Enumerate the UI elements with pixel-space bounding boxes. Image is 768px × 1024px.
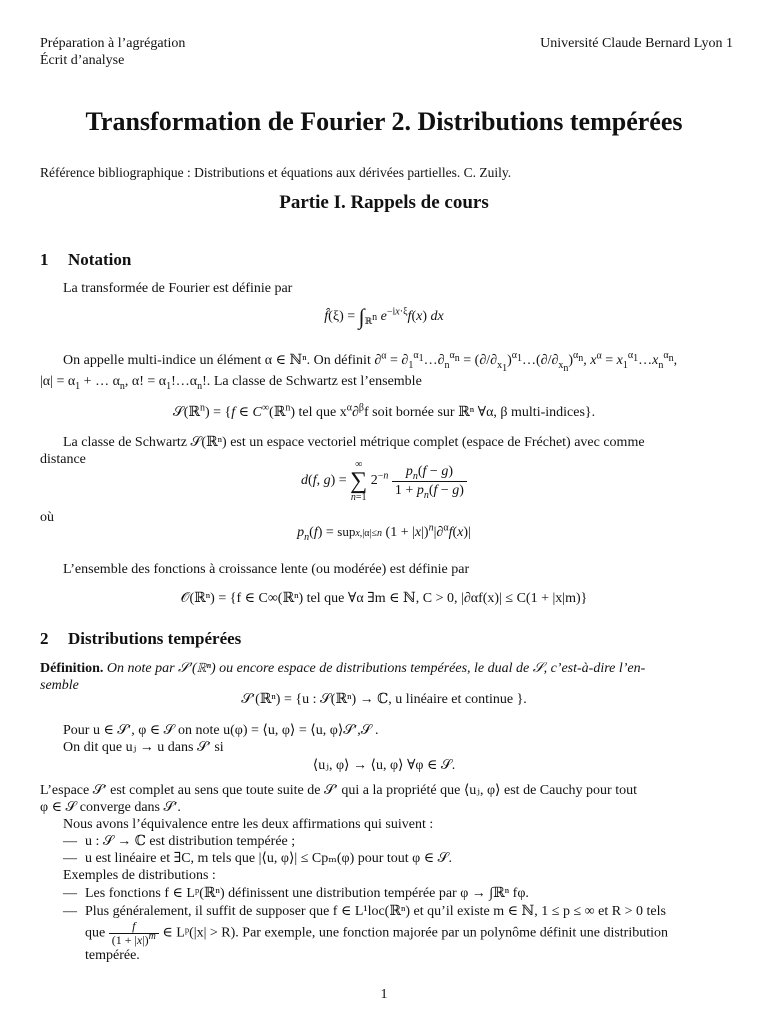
- example-item-1-text: Les fonctions f ∈ Lᵖ(ℝⁿ) définissent une distribution tempérée par φ → ∫ℝⁿ fφ.: [85, 886, 529, 901]
- list-item-2: — u est linéaire et ∃C, m tels que |⟨u, φ⟩| ≤ Cpₘ(φ) pour tout φ ∈ 𝒮.: [63, 851, 452, 866]
- ou-text: où: [40, 510, 54, 525]
- multi-index-text: On appelle multi-indice un élément α ∈ ℕⁿ. On définit $\partial^\alpha = \partial_1^{\alpha_1}\dots\partial_n^{\alpha_n}$ = $(\partial/\partial_{x_1})^{\alpha_1}\dots(\partial/\partial_{x_n})^{\alpha_n}$, $x^\alpha$ = $x_1^{\alpha_1}\dots x_n^{\alpha_n}$,: [63, 350, 678, 374]
- header-left: [40, 35, 185, 69]
- convergence-formula: ⟨uⱼ, φ⟩ → ⟨u, φ⟩ ∀φ ∈ 𝒮.: [312, 758, 456, 773]
- convergence-text: On dit que uⱼ → u dans 𝒮′ si: [63, 740, 224, 755]
- slow-growth-formula: 𝒪(ℝⁿ) = {f ∈ C∞(ℝⁿ) tel que ∀α ∃m ∈ ℕ, C > 0, |∂αf(x)| ≤ C(1 + |x|m)}: [180, 591, 588, 606]
- section-number: 1: [40, 250, 49, 269]
- fourier-intro: La transformée de Fourier est définie par: [63, 281, 293, 296]
- completeness-text: L’espace 𝒮′ est complet au sens que toute suite de 𝒮′ qui a la propriété que ⟨uⱼ, φ⟩ est de Cauchy pour tout: [40, 783, 637, 798]
- example-item-2: — Plus généralement, il suffit de supposer que f ∈ L¹loc(ℝⁿ) et qu’il existe m ∈ ℕ, 1 ≤ p ≤ ∞ et R > 0 tels: [63, 904, 666, 919]
- distance-formula: d(f, g) = ∞ ∑ n=1 $2^{-n}$ $\frac{p_n(f - g)}{1 + p_n(f - g)}$: [0, 459, 768, 503]
- examples-heading: Exemples de distributions :: [63, 868, 216, 883]
- header-subject: Écrit d’analyse: [40, 53, 125, 68]
- multi-index-intro: On appelle multi-indice un élément α ∈ ℕⁿ. On définit: [63, 353, 371, 368]
- page-number: 1: [380, 987, 388, 1002]
- slow-growth-text: L’ensemble des fonctions à croissance lente (ou modérée) est définie par: [63, 562, 470, 577]
- frechet-text: La classe de Schwartz 𝒮(ℝⁿ) est un espace vectoriel métrique complet (espace de Fréchet) avec comme: [63, 435, 645, 450]
- example-item-2-text: Plus généralement, il suffit de supposer que f ∈ L¹loc(ℝⁿ) et qu’il existe m ∈ ℕ, 1 ≤ p ≤ ∞ et R > 0 tels: [85, 904, 666, 919]
- section-number: 2: [40, 629, 49, 648]
- section-title: Notation: [68, 250, 132, 269]
- section-heading-distributions: [40, 628, 241, 650]
- schwartz-formula-text: tel que x: [298, 405, 347, 420]
- example-item-2-text-2: ∈ Lᵖ(|x| > R). Par exemple, une fonction majorée par un polynôme définit une distribution: [162, 925, 669, 941]
- seminorm-formula: $p_n(f)$ = supx,|α|≤n $(1 + |x|)^n|\partial^\alpha f(x)|$: [297, 522, 471, 543]
- section-title: Distributions tempérées: [68, 629, 242, 648]
- definition-body: On note par 𝒮′(ℝⁿ) ou encore espace de distributions tempérées, le dual de 𝒮, c’est-à-dire l’en-: [106, 661, 646, 676]
- schwartz-formula: 𝒮(ℝ$^n$) = {f ∈ C∞(ℝ$^n$) tel que $x^\alpha\partial^\beta f$ soit bornée sur ℝⁿ ∀α, β multi-indices}.: [172, 402, 596, 420]
- frechet-distance-label: distance: [40, 452, 86, 467]
- pairing-notation: Pour u ∈ 𝒮′, φ ∈ 𝒮 on note u(φ) = ⟨u, φ⟩ = ⟨u, φ⟩𝒮′,𝒮 .: [63, 723, 379, 738]
- header-university: Université Claude Bernard Lyon 1: [540, 36, 733, 51]
- example-item-2-que: que: [85, 925, 106, 941]
- equivalence-text: Nous avons l’équivalence entre les deux affirmations qui suivent :: [63, 817, 434, 832]
- definition-text: [40, 660, 735, 677]
- dual-space-formula: 𝒮′(ℝⁿ) = {u : 𝒮(ℝⁿ) → ℂ, u linéaire et continue }.: [241, 692, 527, 707]
- list-item-2-text: u est linéaire et ∃C, m tels que |⟨u, φ⟩| ≤ Cpₘ(φ) pour tout φ ∈ 𝒮.: [85, 851, 452, 866]
- schwartz-formula-text-2: f soit bornée sur ℝⁿ ∀α, β multi-indices}.: [363, 405, 596, 420]
- list-item-1: — u : 𝒮 → ℂ est distribution tempérée ;: [63, 834, 296, 849]
- schwartz-intro: La classe de Schwartz est l’ensemble: [213, 374, 422, 389]
- fourier-formula: f̂(ξ) = $\int_{ℝ^n}$ $e^{-ix\cdot\xi}f(x)$ dx: [324, 304, 444, 329]
- header-course: Préparation à l’agrégation: [40, 36, 186, 51]
- example-item-2-end: tempérée.: [85, 948, 140, 963]
- completeness-text-2: φ ∈ 𝒮 converge dans 𝒮′.: [40, 800, 181, 815]
- document-title: Transformation de Fourier 2. Distributions tempérées: [85, 107, 683, 136]
- bibliographic-reference: Référence bibliographique : Distributions et équations aux dérivées partielles. C. Zuily.: [40, 165, 512, 180]
- section-heading-notation: [40, 249, 131, 271]
- multi-index-text-2: $|\alpha| = \alpha_1$ + … $\alpha_n$, α! = $\alpha_1!\dots\alpha_n$!. La classe de Schwartz est l’ensemble: [40, 374, 422, 392]
- part-title: Partie I. Rappels de cours: [279, 192, 489, 213]
- example-item-2-cont: que $\frac{f}{(1 + |x|)^m}$ ∈ Lᵖ(|x| > R). Par exemple, une fonction majorée par un polynôme définit une distribution: [85, 919, 669, 947]
- example-item-1: — Les fonctions f ∈ Lᵖ(ℝⁿ) définissent une distribution tempérée par φ → ∫ℝⁿ fφ.: [63, 886, 529, 901]
- definition-body-2: semble: [40, 678, 79, 693]
- list-item-1-text: u : 𝒮 → ℂ est distribution tempérée ;: [85, 834, 296, 849]
- definition-label: Définition.: [40, 661, 104, 676]
